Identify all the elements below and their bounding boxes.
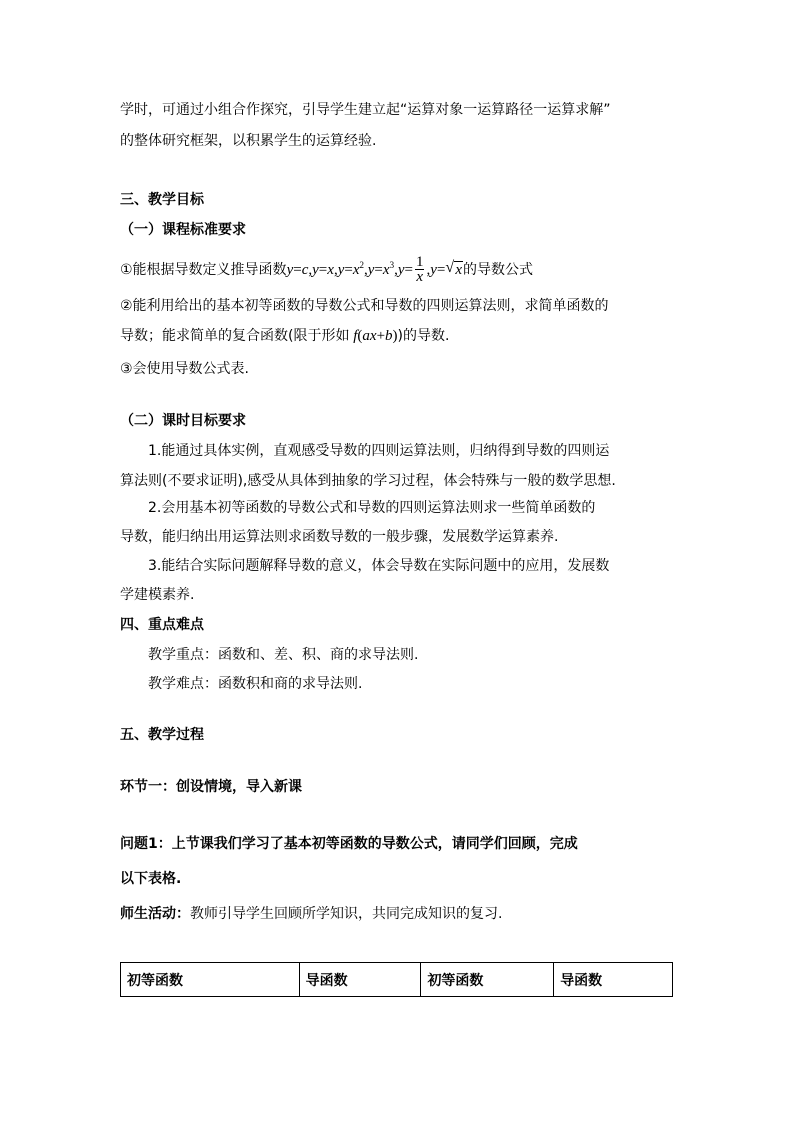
table-header-cell: 导函数 xyxy=(299,963,421,997)
table-header-cell: 导函数 xyxy=(554,963,673,997)
subheading-curriculum-standards: （一）课程标准要求 xyxy=(120,222,246,238)
goal-1-line-1: 1.能通过具体实例，直观感受导数的四则运算法则，归纳得到导数的四则运 xyxy=(148,443,610,459)
activity-text: 教师引导学生回顾所学知识，共同完成知识的复习. xyxy=(190,906,503,922)
goal-1-line-2: 算法则(不要求证明),感受从具体到抽象的学习过程，体会特殊与一般的数学思想. xyxy=(120,473,616,489)
formula-composite-function: f(ax+b) xyxy=(349,328,398,344)
key-point: 教学重点：函数和、差、积、商的求导法则. xyxy=(148,647,419,663)
question-1-line-1: 问题1：上节课我们学习了基本初等函数的导数公式，请同学们回顾，完成 xyxy=(120,836,578,852)
goal-3-line-1: 3.能结合实际问题解释导数的意义，体会导数在实际问题中的应用，发展数 xyxy=(148,558,610,574)
objective-item-2-prefix: 导数；能求简单的复合函数(限于形如 xyxy=(120,328,350,344)
goal-3-line-2: 学建模素养. xyxy=(120,587,195,603)
goal-2-line-1: 2.会用基本初等函数的导数公式和导数的四则运算法则求一些简单函数的 xyxy=(148,500,596,516)
section-3-heading: 三、教学目标 xyxy=(120,192,204,208)
step-1-heading: 环节一：创设情境，导入新课 xyxy=(120,779,302,795)
activity-label: 师生活动： xyxy=(120,906,190,922)
teacher-student-activity xyxy=(120,904,502,924)
goal-2-line-2: 导数，能归纳出用运算法则求函数导数的一般步骤，发展数学运算素养. xyxy=(120,529,559,545)
section-5-heading: 五、教学过程 xyxy=(120,727,204,743)
difficulty-point: 教学难点：函数积和商的求导法则. xyxy=(148,676,363,692)
question-1-line-2: 以下表格. xyxy=(120,871,182,887)
objective-item-1 xyxy=(120,256,533,285)
objective-item-2-suffix: )的导数. xyxy=(397,328,450,344)
table-header-cell: 初等函数 xyxy=(121,963,300,997)
formula-basic-functions: $y=c,y=x,y=x^2,y=x^3,y=$ $\frac{1}{x}$ ,y= √ x xyxy=(286,254,463,285)
table-header-row xyxy=(121,963,673,997)
intro-line-1: 学时，可通过小组合作探究，引导学生建立起“运算对象一运算路径一运算求解” xyxy=(120,102,611,118)
derivative-table xyxy=(120,962,673,997)
objective-item-1-suffix: 的导数公式 xyxy=(463,261,534,278)
objective-item-2-line-1: ②能利用给出的基本初等函数的导数公式和导数的四则运算法则，求简单函数的 xyxy=(120,298,609,314)
table-header-cell: 初等函数 xyxy=(421,963,554,997)
objective-item-3: ③会使用导数公式表. xyxy=(120,361,250,377)
intro-line-2: 的整体研究框架，以积累学生的运算经验. xyxy=(120,133,377,149)
objective-item-2-line-2 xyxy=(120,326,449,346)
subheading-lesson-goals: （二）课时目标要求 xyxy=(120,413,246,429)
objective-item-1-prefix: ①能根据导数定义推导函数 xyxy=(120,261,287,278)
section-4-heading: 四、重点难点 xyxy=(120,617,204,633)
